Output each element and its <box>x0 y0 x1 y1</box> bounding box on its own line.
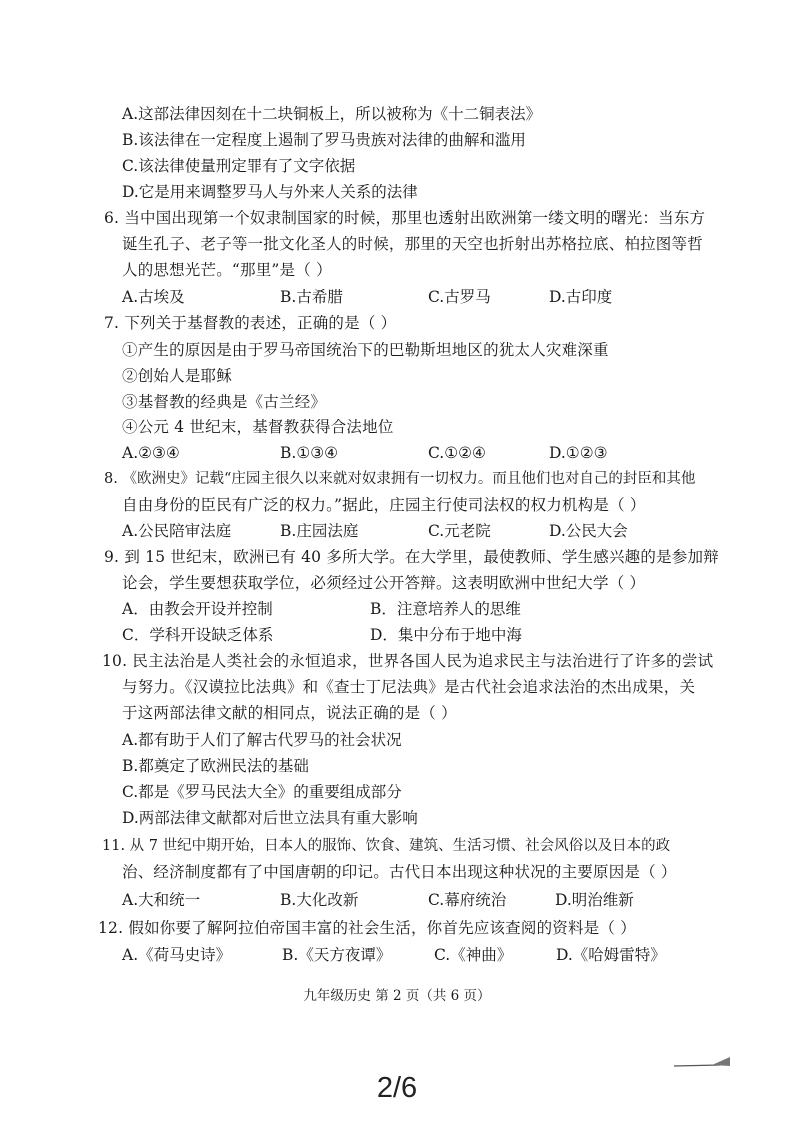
q6-option-d: D.古印度 <box>549 288 613 306</box>
q12-stem: 12. 假如你要了解阿拉伯帝国丰富的社会生活，你首先应该查阅的资料是（ ） <box>98 919 636 937</box>
q8-option-c: C.元老院 <box>428 522 491 540</box>
q12-option-a: A.《荷马史诗》 <box>122 946 232 964</box>
q9-option-c: C．学科开设缺乏体系 <box>122 626 274 644</box>
q11-option-b: B.大化改新 <box>280 891 359 909</box>
q7-statement-1: ①产生的原因是由于罗马帝国统治下的巴勒斯坦地区的犹太人灾难深重 <box>122 341 609 359</box>
q10-stem-line-1: 10. 民主法治是人类社会的永恒追求，世界各国人民为追求民主与法治进行了许多的尝试 <box>102 652 714 670</box>
q8-option-d: D.公民大会 <box>549 522 628 540</box>
q7-option-c: C.①②④ <box>428 444 486 462</box>
q8-stem-line-1: 8. 《欧洲史》记载“庄园主很久以来就对奴隶拥有一切权力。而且他们也对自己的封臣和其他 <box>104 471 696 487</box>
q8-option-a: A.公民陪审法庭 <box>122 522 232 540</box>
q8-stem-line-2: 自由身份的臣民有广泛的权力。”据此，庄园主行使司法权的权力机构是（ ） <box>122 496 646 514</box>
q6-option-b: B.古希腊 <box>280 288 343 306</box>
q5-option-c: C.该法律使量刑定罪有了文字依据 <box>122 157 356 175</box>
q9-option-b: B．注意培养人的思维 <box>370 600 521 618</box>
scan-mark-line <box>674 1065 720 1066</box>
q6-option-a: A.古埃及 <box>122 288 185 306</box>
q7-statement-2: ②创始人是耶稣 <box>122 367 232 385</box>
q10-stem-line-2: 与努力。《汉谟拉比法典》和《查士丁尼法典》是古代社会追求法治的杰出成果，关 <box>122 678 696 696</box>
q8-option-b: B.庄园法庭 <box>280 522 359 540</box>
q6-stem-line-3: 人的思想光芒。“那里”是（ ） <box>122 261 332 279</box>
q7-statement-4: ④公元 4 世纪末，基督教获得合法地位 <box>122 418 394 436</box>
page-footer: 九年级历史 第 2 页（共 6 页） <box>303 988 491 1004</box>
q6-option-c: C.古罗马 <box>428 288 491 306</box>
q9-stem-line-2: 论会，学生要想获取学位，必须经过公开答辩。这表明欧洲中世纪大学（ ） <box>122 574 646 592</box>
scan-mark <box>672 1052 732 1072</box>
q9-option-d: D．集中分布于地中海 <box>370 626 522 644</box>
q7-option-b: B.①③④ <box>280 444 339 462</box>
q9-option-a: A．由教会开设并控制 <box>122 600 273 618</box>
q11-option-a: A.大和统一 <box>122 891 201 909</box>
q10-option-c: C.都是《罗马民法大全》的重要组成部分 <box>122 783 402 801</box>
q7-option-d: D.①②③ <box>549 444 608 462</box>
q6-stem-line-1: 6. 当中国出现第一个奴隶制国家的时候，那里也透射出欧洲第一缕文明的曙光：当东方 <box>104 209 706 227</box>
q12-option-c: C.《神曲》 <box>434 946 513 964</box>
q12-option-b: B.《天方夜谭》 <box>282 946 392 964</box>
q11-stem-line-1: 11. 从 7 世纪中期开始，日本人的服饰、饮食、建筑、生活习惯、社会风俗以及日本的政 <box>102 838 671 854</box>
page-indicator: 2/6 <box>376 1072 418 1104</box>
q5-option-a: A.这部法律因刻在十二块铜板上，所以被称为《十二铜表法》 <box>122 105 542 123</box>
q10-option-b: B.都奠定了欧洲民法的基础 <box>122 757 309 775</box>
q9-stem-line-1: 9. 到 15 世纪末，欧洲已有 40 多所大学。在大学里，最使教师、学生感兴趣的是参加辩 <box>104 548 719 566</box>
q5-option-b: B.该法律在一定程度上遏制了罗马贵族对法律的曲解和滥用 <box>122 131 526 149</box>
q7-stem: 7. 下列关于基督教的表述，正确的是（ ） <box>104 314 397 332</box>
q6-stem-line-2: 诞生孔子、老子等一批文化圣人的时候，那里的天空也折射出苏格拉底、柏拉图等哲 <box>122 235 703 253</box>
q11-option-c: C.幕府统治 <box>428 891 507 909</box>
q11-stem-line-2: 治、经济制度都有了中国唐朝的印记。古代日本出现这种状况的主要原因是（ ） <box>122 863 677 881</box>
q10-option-a: A.都有助于人们了解古代罗马的社会状况 <box>122 731 402 749</box>
scan-mark-fold <box>712 1057 730 1066</box>
q10-stem-line-3: 于这两部法律文献的相同点，说法正确的是（ ） <box>122 704 457 722</box>
q7-statement-3: ③基督教的经典是《古兰经》 <box>122 393 327 411</box>
q5-option-d: D.它是用来调整罗马人与外来人关系的法律 <box>122 183 418 201</box>
q10-option-d: D.两部法律文献都对后世立法具有重大影响 <box>122 809 418 827</box>
q12-option-d: D.《哈姆雷特》 <box>556 946 666 964</box>
q11-option-d: D.明治维新 <box>555 891 634 909</box>
q7-option-a: A.②③④ <box>122 444 180 462</box>
